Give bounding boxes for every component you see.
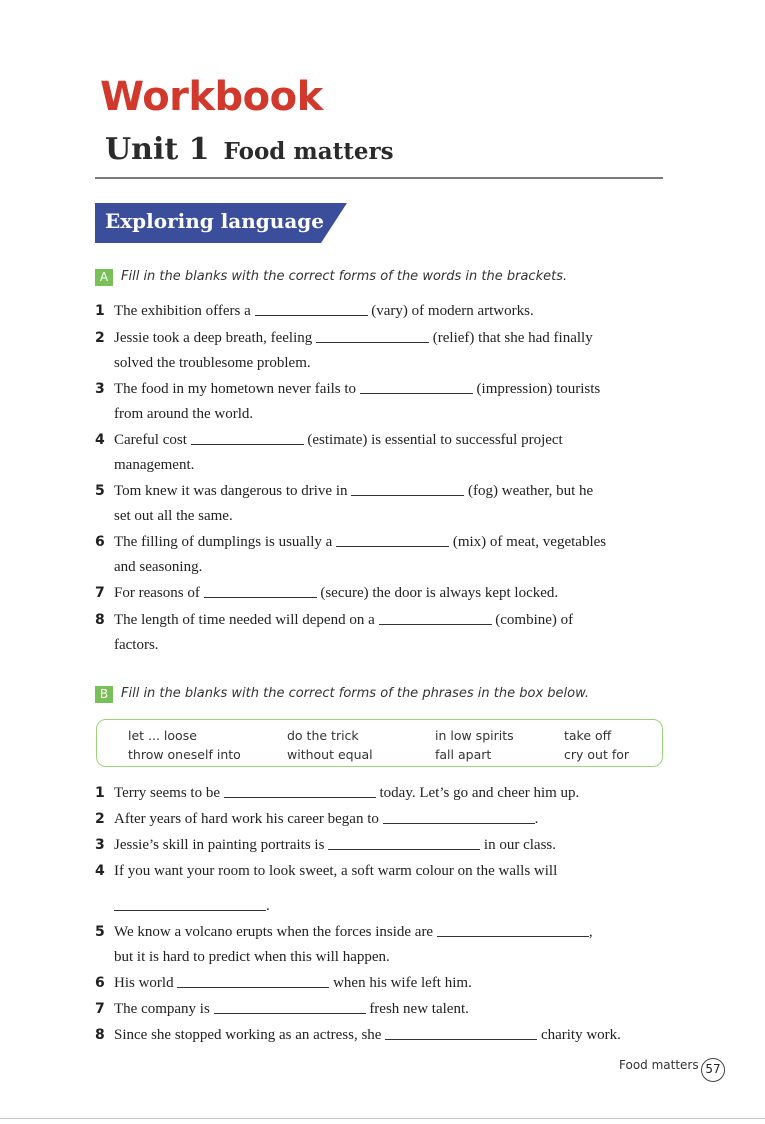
- list-item: [95, 608, 670, 658]
- list-item: [95, 326, 670, 376]
- item-number: 8: [95, 612, 105, 628]
- item-text: ,: [588, 924, 593, 940]
- part-a-list: [95, 299, 670, 658]
- phrase: fall apart: [435, 747, 492, 762]
- item-text: (impression) tourists: [472, 381, 601, 397]
- answer-blank[interactable]: [114, 895, 266, 911]
- item-number: 6: [95, 534, 105, 550]
- section-banner: [95, 203, 347, 243]
- item-number: 6: [95, 975, 105, 991]
- list-item: [95, 479, 670, 529]
- phrase: throw oneself into: [128, 747, 241, 762]
- item-text: today. Let’s go and cheer him up.: [375, 785, 580, 801]
- item-number: 2: [95, 330, 105, 346]
- item-number: 8: [95, 1027, 105, 1043]
- part-b-instruction: [95, 686, 589, 703]
- phrase: let ... loose: [128, 728, 197, 743]
- item-text: when his wife left him.: [329, 975, 472, 991]
- section-title: Exploring language: [105, 209, 325, 233]
- answer-blank[interactable]: [255, 300, 368, 316]
- item-text: (estimate) is essential to successful project: [303, 432, 563, 448]
- item-text: solved the troublesome problem.: [114, 355, 311, 371]
- item-text: (relief) that she had finally: [429, 330, 593, 346]
- item-text: Careful cost: [114, 432, 191, 448]
- answer-blank[interactable]: [383, 808, 535, 824]
- phrase: without equal: [287, 747, 373, 762]
- item-number: 3: [95, 381, 105, 397]
- item-text: (fog) weather, but he: [464, 483, 594, 499]
- item-text: The company is: [114, 1001, 214, 1017]
- item-number: 4: [95, 432, 105, 448]
- phrase: take off: [564, 728, 612, 743]
- list-item: [95, 581, 670, 606]
- item-text: (vary) of modern artworks.: [367, 303, 534, 319]
- part-a-instruction: [95, 269, 567, 286]
- item-text: factors.: [114, 637, 159, 653]
- answer-blank[interactable]: [204, 582, 317, 598]
- item-number: 7: [95, 1001, 105, 1017]
- list-item: [95, 1023, 670, 1048]
- part-b-list: [95, 781, 670, 1048]
- answer-blank[interactable]: [214, 998, 366, 1014]
- workbook-title: Workbook: [100, 74, 323, 120]
- answer-blank[interactable]: [191, 429, 304, 445]
- unit-number: Unit 1: [105, 132, 210, 167]
- item-text: For reasons of: [114, 585, 204, 601]
- item-number: 5: [95, 924, 105, 940]
- phrase: cry out for: [564, 747, 630, 762]
- part-a-tag: A: [95, 269, 113, 286]
- part-a-instruction-text: Fill in the blanks with the correct forms of the words in the brackets.: [121, 269, 568, 284]
- answer-blank[interactable]: [224, 782, 376, 798]
- item-number: 1: [95, 785, 105, 801]
- phrase-box: [96, 719, 663, 767]
- list-item: [95, 807, 670, 832]
- list-item: [95, 833, 670, 858]
- item-text: fresh new talent.: [365, 1001, 469, 1017]
- item-text: The filling of dumplings is usually a: [114, 534, 337, 550]
- heading-rule: [95, 177, 663, 179]
- answer-blank[interactable]: [437, 921, 589, 937]
- part-b-tag: B: [95, 686, 113, 703]
- item-text: management.: [114, 457, 195, 473]
- answer-blank[interactable]: [177, 972, 329, 988]
- answer-blank[interactable]: [385, 1024, 537, 1040]
- phrase: in low spirits: [435, 728, 514, 743]
- item-number: 4: [95, 863, 105, 879]
- item-text: charity work.: [537, 1027, 621, 1043]
- item-number: 1: [95, 303, 105, 319]
- item-number: 5: [95, 483, 105, 499]
- item-text: (secure) the door is always kept locked.: [316, 585, 559, 601]
- item-text: Since she stopped working as an actress, she: [114, 1027, 386, 1043]
- unit-heading: [105, 132, 394, 167]
- list-item: [95, 859, 670, 919]
- item-text: After years of hard work his career began to: [114, 811, 383, 827]
- answer-blank[interactable]: [336, 531, 449, 547]
- item-text: in our class.: [480, 837, 556, 853]
- list-item: [95, 428, 670, 478]
- page-number: 57: [701, 1058, 725, 1082]
- item-text: The exhibition offers a: [114, 303, 255, 319]
- answer-blank[interactable]: [379, 609, 492, 625]
- item-text: Tom knew it was dangerous to drive in: [114, 483, 352, 499]
- list-item: [95, 971, 670, 996]
- item-number: 2: [95, 811, 105, 827]
- page-edge-line: [0, 1118, 765, 1119]
- item-text: but it is hard to predict when this will happen.: [114, 949, 390, 965]
- phrase: do the trick: [287, 728, 359, 743]
- item-text: from around the world.: [114, 406, 254, 422]
- unit-name: Food matters: [223, 138, 394, 165]
- item-text: His world: [114, 975, 178, 991]
- item-text: (combine) of: [491, 612, 574, 628]
- answer-blank[interactable]: [316, 327, 429, 343]
- list-item: [95, 781, 670, 806]
- item-text: (mix) of meat, vegetables: [449, 534, 607, 550]
- item-text: and seasoning.: [114, 559, 203, 575]
- answer-blank[interactable]: [360, 378, 473, 394]
- item-text: .: [266, 898, 270, 914]
- item-text: If you want your room to look sweet, a soft warm colour on the walls will: [114, 863, 558, 879]
- item-text: .: [534, 811, 539, 827]
- item-text: Jessie took a deep breath, feeling: [114, 330, 317, 346]
- part-b-instruction-text: Fill in the blanks with the correct forms of the phrases in the box below.: [121, 686, 590, 701]
- answer-blank[interactable]: [351, 480, 464, 496]
- item-text: The length of time needed will depend on a: [114, 612, 379, 628]
- list-item: [95, 299, 670, 324]
- list-item: [95, 530, 670, 580]
- answer-blank[interactable]: [328, 834, 480, 850]
- list-item: [95, 377, 670, 427]
- item-text: Jessie’s skill in painting portraits is: [114, 837, 329, 853]
- item-text: Terry seems to be: [114, 785, 224, 801]
- item-number: 3: [95, 837, 105, 853]
- item-text: We know a volcano erupts when the forces inside are: [114, 924, 437, 940]
- footer-label: Food matters: [619, 1058, 699, 1072]
- item-text: set out all the same.: [114, 508, 233, 524]
- item-number: 7: [95, 585, 105, 601]
- list-item: [95, 997, 670, 1022]
- item-text: The food in my hometown never fails to: [114, 381, 360, 397]
- list-item: [95, 920, 670, 970]
